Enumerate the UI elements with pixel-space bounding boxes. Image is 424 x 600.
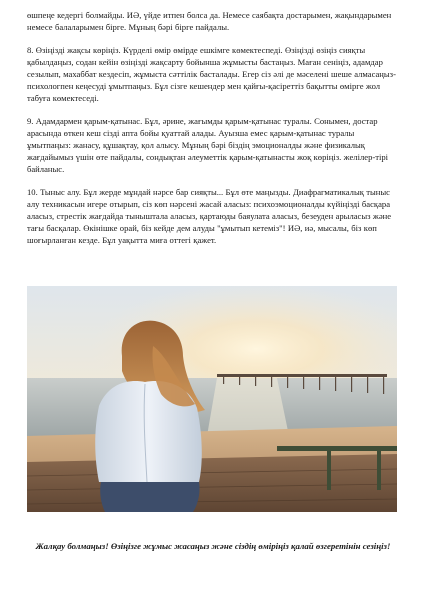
paragraph-breathing: 10. Тыныс алу. Бұл жерде мұндай нәрсе бар сияқты... Бұл өте маңызды. Диафрагматикалық тыныс алу техникасын игере отырып, сіз көп нәрсені жасай аласыз: психоэмоционалды күйіңізді басқара аласыз, стрестік жағдайда тыныштала аласыз, қартаюды баяулата аласыз, безеуден арыласыз және тағы басқалар. Өкінішке орай, біз кейде дем алуды "ұмытып кетеміз"! ИӘ, иә, мысалы, біз көп шоғырланған кезде. Бұл уақытта миға оттегі қажет. bbox=[27, 187, 392, 245]
closing-caption: Жалқау болмаңыз! Өзіңізге жұмыс жасаңыз және сіздің өміріңіз қалай өзгеретінін сезіңіз! bbox=[35, 541, 391, 551]
document-body bbox=[27, 9, 399, 257]
paragraph-love-yourself: 8. Өзіңізді жақсы көріңіз. Күрделі өмір өмірде ешкімге көмектеспеді. Өзіңізді өзіңіз сияқты қабылдаңыз, содан кейін өзіңізді жақсарту бойынша жұмысты бастаңыз. Маған сеніңіз, адамдар сезылып, махаббат кездесіп, жұмыста сәттілік басталады. Егер сіз әлі де мәселені шеше алмасаңыз-психологпен кеңесуді ұмытпаңыз. Бұл сізге кешендер мен қайғы-қасіреттіз бақытты өмірге жол табуға көмектеседі. bbox=[27, 45, 396, 103]
paragraph-communication: 9. Адамдармен қарым-қатынас. Бұл, әрине, жағымды қарым-қатынас туралы. Сонымен, достар арасында өткен кеш сізді апта бойы қуаттай алады. Ауызша емес қарым-қатынас туралы ұмытпаңыз: жанасу, құшақтау, қол алысу. Мұның бәрі біздің эмоционалды және физикалық жағдайымыз үшін өте пайдалы, сондықтан әлеуметтік қарым-қатынасты жоқ көріңіз. желілер-тірі байланыс. bbox=[27, 116, 389, 174]
woman-by-sea-photo bbox=[27, 286, 397, 512]
paragraph-intro: өшпеңе кедергі болмайды. ИӘ, үйде итпен болса да. Немесе саябақта достарымен, жақындарымен немесе балаларымен бірге. Мұның бәрі бірге пайдалы. bbox=[27, 10, 392, 32]
photo-illustration bbox=[27, 286, 397, 512]
